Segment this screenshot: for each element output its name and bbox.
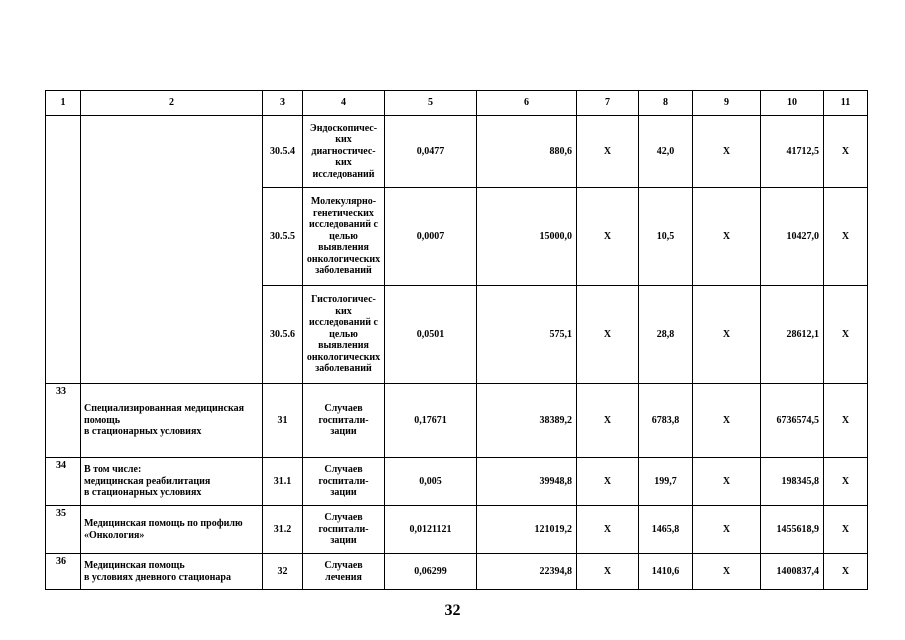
value-cell: 41712,5: [761, 116, 824, 188]
row-number-cell: [46, 116, 81, 384]
row-number-cell: 35: [46, 506, 81, 554]
value-cell: Х: [577, 458, 639, 506]
col-header: 8: [639, 91, 693, 116]
row-number-cell: 33: [46, 384, 81, 458]
row-description-cell: [81, 116, 263, 384]
table-row: [46, 458, 868, 506]
col-header: 4: [303, 91, 385, 116]
value-cell: Х: [577, 554, 639, 590]
value-cell: 0,0121121: [385, 506, 477, 554]
value-cell: 22394,8: [477, 554, 577, 590]
col-header: 3: [263, 91, 303, 116]
value-cell: Х: [693, 458, 761, 506]
unit-cell: Гистологичес- ких исследований с целью выявления онкологических заболеваний: [303, 286, 385, 384]
value-cell: 0,0477: [385, 116, 477, 188]
value-cell: Х: [693, 506, 761, 554]
row-number-cell: 36: [46, 554, 81, 590]
code-cell: 30.5.6: [263, 286, 303, 384]
code-cell: 31: [263, 384, 303, 458]
col-header: 7: [577, 91, 639, 116]
code-cell: 31.1: [263, 458, 303, 506]
value-cell: 0,0007: [385, 188, 477, 286]
row-description-cell: Медицинская помощь в условиях дневного стационара: [81, 554, 263, 590]
row-description-cell: В том числе: медицинская реабилитация в стационарных условиях: [81, 458, 263, 506]
unit-cell: Случаев госпитали- зации: [303, 458, 385, 506]
value-cell: Х: [824, 506, 868, 554]
value-cell: Х: [693, 188, 761, 286]
code-cell: 30.5.4: [263, 116, 303, 188]
value-cell: 6783,8: [639, 384, 693, 458]
data-table: [45, 90, 868, 590]
value-cell: Х: [824, 188, 868, 286]
value-cell: 39948,8: [477, 458, 577, 506]
col-header: 9: [693, 91, 761, 116]
code-cell: 30.5.5: [263, 188, 303, 286]
value-cell: Х: [824, 116, 868, 188]
value-cell: 0,17671: [385, 384, 477, 458]
row-number-cell: 34: [46, 458, 81, 506]
value-cell: 15000,0: [477, 188, 577, 286]
value-cell: 1400837,4: [761, 554, 824, 590]
value-cell: Х: [693, 286, 761, 384]
value-cell: 10427,0: [761, 188, 824, 286]
value-cell: 10,5: [639, 188, 693, 286]
value-cell: 28612,1: [761, 286, 824, 384]
row-description-cell: Медицинская помощь по профилю «Онкология»: [81, 506, 263, 554]
table-row: [46, 384, 868, 458]
value-cell: 199,7: [639, 458, 693, 506]
col-header: 1: [46, 91, 81, 116]
value-cell: Х: [577, 506, 639, 554]
col-header: 2: [81, 91, 263, 116]
col-header: 10: [761, 91, 824, 116]
value-cell: 42,0: [639, 116, 693, 188]
value-cell: Х: [824, 286, 868, 384]
value-cell: 575,1: [477, 286, 577, 384]
value-cell: 0,005: [385, 458, 477, 506]
col-header: 6: [477, 91, 577, 116]
value-cell: 0,06299: [385, 554, 477, 590]
value-cell: Х: [824, 458, 868, 506]
page-number: 32: [444, 602, 461, 619]
value-cell: 880,6: [477, 116, 577, 188]
value-cell: 6736574,5: [761, 384, 824, 458]
table-row: [46, 554, 868, 590]
value-cell: 0,0501: [385, 286, 477, 384]
value-cell: 38389,2: [477, 384, 577, 458]
code-cell: 31.2: [263, 506, 303, 554]
value-cell: Х: [577, 116, 639, 188]
unit-cell: Случаев госпитали- зации: [303, 506, 385, 554]
unit-cell: Эндоскопичес- ких диагностичес- ких исследований: [303, 116, 385, 188]
header-row: [46, 91, 868, 116]
value-cell: 28,8: [639, 286, 693, 384]
value-cell: Х: [577, 188, 639, 286]
value-cell: Х: [693, 554, 761, 590]
unit-cell: Случаев лечения: [303, 554, 385, 590]
row-description-cell: Специализированная медицинская помощь в стационарных условиях: [81, 384, 263, 458]
value-cell: Х: [824, 384, 868, 458]
unit-cell: Молекулярно- генетических исследований с целью выявления онкологических заболеваний: [303, 188, 385, 286]
value-cell: Х: [824, 554, 868, 590]
table-row: [46, 116, 868, 188]
value-cell: 1465,8: [639, 506, 693, 554]
value-cell: 198345,8: [761, 458, 824, 506]
value-cell: 1455618,9: [761, 506, 824, 554]
col-header: 5: [385, 91, 477, 116]
value-cell: Х: [577, 384, 639, 458]
code-cell: 32: [263, 554, 303, 590]
table-row: [46, 506, 868, 554]
value-cell: Х: [693, 116, 761, 188]
value-cell: 121019,2: [477, 506, 577, 554]
col-header: 11: [824, 91, 868, 116]
value-cell: Х: [693, 384, 761, 458]
value-cell: Х: [577, 286, 639, 384]
unit-cell: Случаев госпитали- зации: [303, 384, 385, 458]
value-cell: 1410,6: [639, 554, 693, 590]
